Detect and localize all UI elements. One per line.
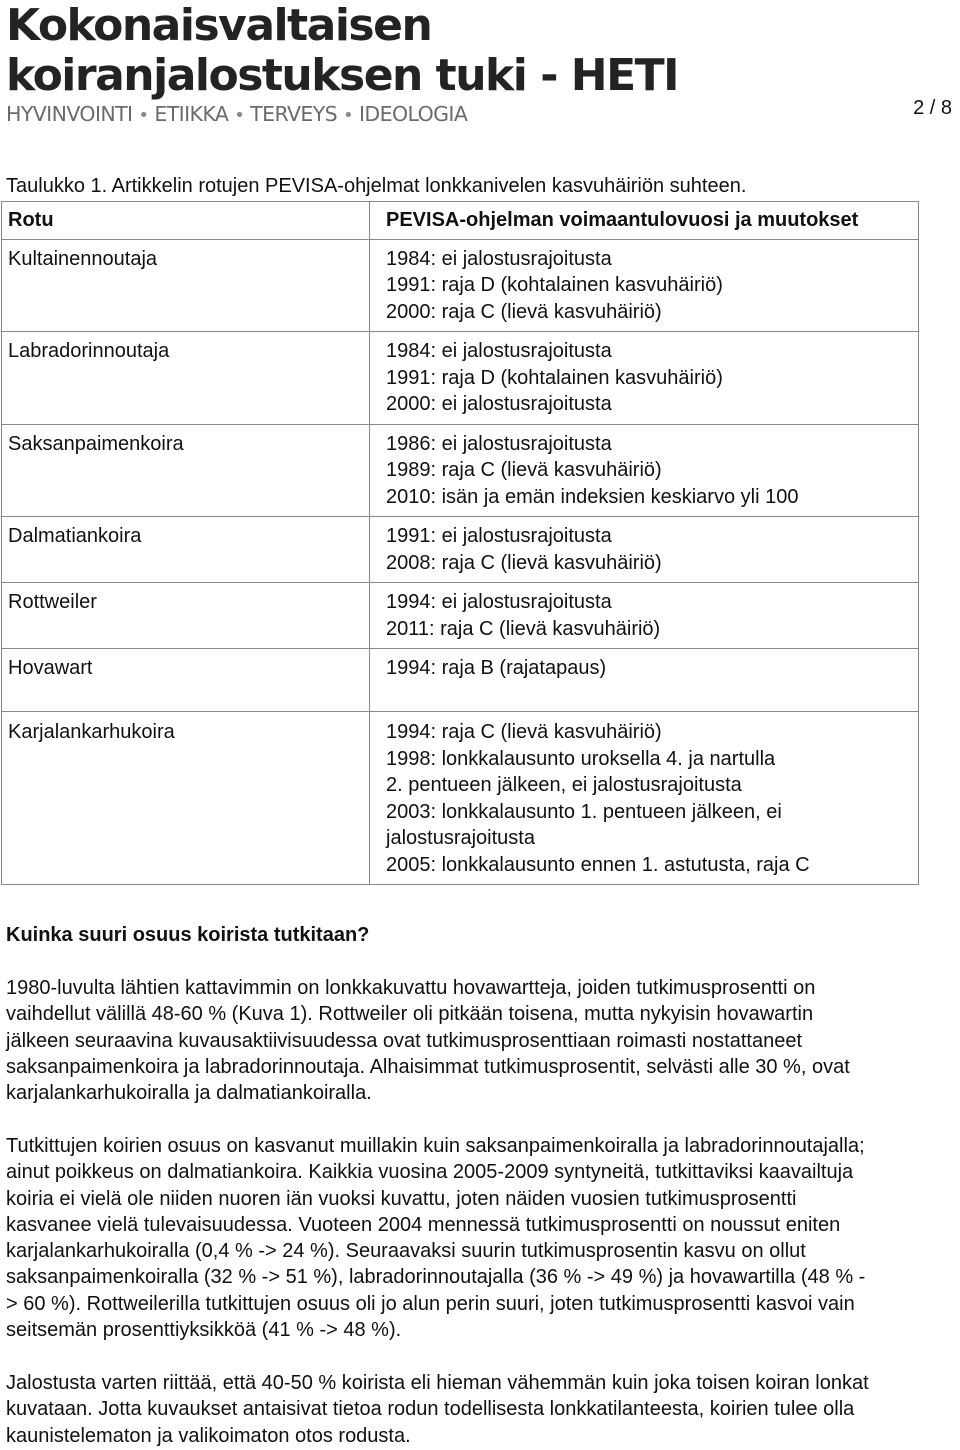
pevisa-line: 1994: ei jalostusrajoitusta xyxy=(386,591,612,613)
body-paragraph-2 xyxy=(6,1133,956,1343)
logo-tag-dot: • xyxy=(343,105,354,126)
table-row xyxy=(2,239,919,332)
pevisa-line: 1994: raja B (rajatapaus) xyxy=(386,657,607,679)
logo-tagline xyxy=(6,102,484,126)
paragraph-line: saksanpaimenkoiralla (32 % -> 51 %), labradorinnoutajalla (36 % -> 49 %) ja hovawartilla (48 % - xyxy=(6,1266,866,1289)
breed-cell: Karjalankarhukoira xyxy=(2,712,370,885)
pevisa-line: 1991: ei jalostusrajoitusta xyxy=(386,525,612,547)
paragraph-line: > 60 %). Rottweilerilla tutkittujen osuus oli jo alun perin suuri, joten tutkimusprosentti kasvoi vain xyxy=(6,1292,855,1315)
paragraph-line: saksanpaimenkoira ja labradorinnoutaja. Alhaisimmat tutkimusprosentit, selvästi alle 30 %, ovat xyxy=(6,1055,850,1078)
breed-cell: Saksanpaimenkoira xyxy=(2,424,370,517)
pevisa-line: 1984: ei jalostusrajoitusta xyxy=(386,340,612,362)
pevisa-line: 1994: raja C (lievä kasvuhäiriö) xyxy=(386,721,662,743)
pevisa-cell xyxy=(370,332,919,425)
logo-tag-terveys: TERVEYS xyxy=(250,102,338,126)
table-row xyxy=(2,583,919,649)
breed-cell: Rottweiler xyxy=(2,583,370,649)
logo-tag-etiikka: ETIIKKA xyxy=(154,102,229,126)
paragraph-line: koiria ei vielä ole niiden nuoren iän vuoksi kuvattu, joten näiden vuosien tutkimusprosentti xyxy=(6,1187,797,1210)
table-caption: Taulukko 1. Artikkelin rotujen PEVISA-ohjelmat lonkkanivelen kasvuhäiriön suhteen. xyxy=(6,175,747,197)
paragraph-line: Tutkittujen koirien osuus on kasvanut muillakin kuin saksanpaimenkoiralla ja labradorinnoutajalla; xyxy=(6,1135,865,1157)
body-paragraph-1 xyxy=(6,975,956,1106)
paragraph-line: kuvataan. Jotta kuvaukset antaisivat tietoa rodun todellisesta lonkkatilanteesta, koirien tulee olla xyxy=(6,1398,855,1421)
column-header-breed: Rotu xyxy=(2,202,370,240)
pevisa-cell xyxy=(370,583,919,649)
table-row xyxy=(2,712,919,885)
table-row xyxy=(2,649,919,712)
logo-tag-dot: • xyxy=(138,105,149,126)
paragraph-line: ainut poikkeus on dalmatiankoira. Kaikkia vuosina 2005-2009 syntyneitä, tutkittaviksi kaavailtuja xyxy=(6,1161,854,1184)
pevisa-line: jalostusrajoitusta xyxy=(386,827,535,849)
pevisa-cell xyxy=(370,712,919,885)
pevisa-table xyxy=(1,201,919,885)
column-header-pevisa: PEVISA-ohjelman voimaantulovuosi ja muutokset xyxy=(370,202,919,240)
section-heading: Kuinka suuri osuus koirista tutkitaan? xyxy=(6,924,370,946)
heti-logo xyxy=(6,0,679,126)
pevisa-cell xyxy=(370,517,919,583)
pevisa-line: 2010: isän ja emän indeksien keskiarvo yli 100 xyxy=(386,485,799,508)
breed-cell: Hovawart xyxy=(2,649,370,712)
pevisa-cell xyxy=(370,239,919,332)
table-row xyxy=(2,332,919,425)
paragraph-line: Jalostusta varten riittää, että 40-50 % koirista eli hieman vähemmän kuin joka toisen koiran lonkat xyxy=(6,1372,869,1394)
pevisa-line: 2. pentueen jälkeen, ei jalostusrajoitusta xyxy=(386,774,742,796)
paragraph-line: jälkeen seuraavina kuvausaktiivisuudessa ovat tutkimusprosenttiaan roimasti nostattaneet xyxy=(6,1029,802,1052)
table-header-row xyxy=(2,202,919,240)
page-number: 2 / 8 xyxy=(913,97,952,119)
paragraph-line: 1980-luvulta lähtien kattavimmin on lonkkakuvattu hovawartteja, joiden tutkimusprosentti on xyxy=(6,977,816,999)
pevisa-line: 1991: raja D (kohtalainen kasvuhäiriö) xyxy=(386,366,723,389)
paragraph-line: karjalankarhukoiralla (0,4 % -> 24 %). Seuraavaksi suurin tutkimusprosentin kasvu on ollut xyxy=(6,1240,806,1263)
pevisa-cell xyxy=(370,649,919,712)
table-row xyxy=(2,424,919,517)
paragraph-line: karjalankarhukoiralla ja dalmatiankoiralla. xyxy=(6,1082,372,1105)
logo-title-line2: koiranjalostuksen tuki - HETI xyxy=(6,50,679,101)
breed-cell: Dalmatiankoira xyxy=(2,517,370,583)
logo-tag-dot: • xyxy=(234,105,245,126)
paragraph-line: vaihdellut välillä 48-60 % (Kuva 1). Rottweiler oli pitkään toisena, mutta nykyisin hovawartin xyxy=(6,1003,814,1026)
paragraph-line: kaunistelematon ja valikoimaton otos rodusta. xyxy=(6,1424,411,1447)
pevisa-line: 1989: raja C (lievä kasvuhäiriö) xyxy=(386,459,662,481)
logo-tag-hyvinvointi: HYVINVOINTI xyxy=(6,102,133,126)
pevisa-line: 2000: raja C (lievä kasvuhäiriö) xyxy=(386,300,662,323)
pevisa-line: 1986: ei jalostusrajoitusta xyxy=(386,432,612,455)
pevisa-line: 2008: raja C (lievä kasvuhäiriö) xyxy=(386,551,662,574)
pevisa-line: 1998: lonkkalausunto uroksella 4. ja nartulla xyxy=(386,747,776,770)
pevisa-line: 1984: ei jalostusrajoitusta xyxy=(386,247,612,270)
breed-cell: Labradorinnoutaja xyxy=(2,332,370,425)
breed-cell: Kultainennoutaja xyxy=(2,239,370,332)
pevisa-line: 2000: ei jalostusrajoitusta xyxy=(386,393,612,415)
pevisa-line: 2011: raja C (lievä kasvuhäiriö) xyxy=(386,617,661,640)
logo-tag-ideologia: IDEOLOGIA xyxy=(358,102,468,126)
pevisa-line: 2005: lonkkalausunto ennen 1. astutusta, raja C xyxy=(386,853,810,876)
table-row xyxy=(2,517,919,583)
pevisa-line: 2003: lonkkalausunto 1. pentueen jälkeen, ei xyxy=(386,800,782,823)
paragraph-line: kasvanee vielä tulevaisuudessa. Vuoteen 2004 mennessä tutkimusprosentti on noussut eniten xyxy=(6,1213,841,1236)
paragraph-line: seitsemän prosenttiyksikköä (41 % -> 48 %). xyxy=(6,1319,402,1342)
pevisa-line: 1991: raja D (kohtalainen kasvuhäiriö) xyxy=(386,274,723,296)
body-paragraph-3 xyxy=(6,1370,956,1449)
pevisa-cell xyxy=(370,424,919,517)
logo-title-line1: Kokonaisvaltaisen xyxy=(6,0,432,51)
